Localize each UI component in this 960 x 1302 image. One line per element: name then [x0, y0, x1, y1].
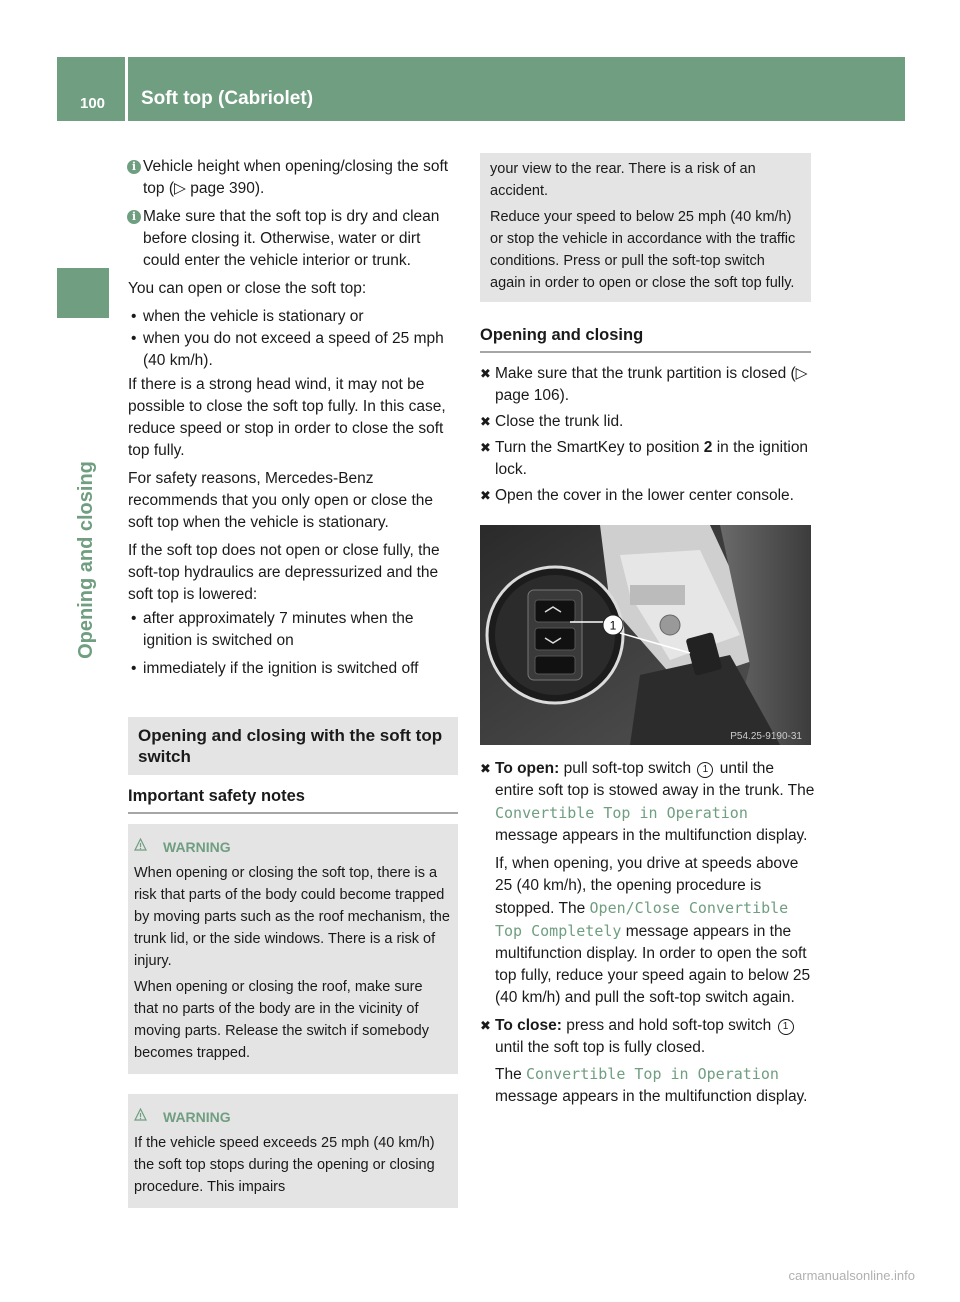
watermark: carmanualsonline.info: [788, 1268, 915, 1283]
warning-text: When opening or closing the roof, make sure that no parts of the body are in the vicinity of moving parts. Release the switch if somebody becomes trapped.: [134, 979, 429, 1061]
callout-marker: 1: [778, 1019, 794, 1035]
instruction-step: ✖ Turn the SmartKey to position 2 in the ignition lock.: [480, 439, 809, 478]
display-message: Open/Close Convertible Top Completely: [495, 899, 789, 940]
body-paragraph: If, when opening, you drive at speeds above 25 (40 km/h), the opening procedure is stopped. The Open/Close Convertible Top Completely message appears in the multifunction display. In order to open the soft top fully, reduce your speed again to below 25 (40 km/h) and pull the soft-top switch again.: [495, 855, 811, 1006]
subheading: Important safety notes: [128, 785, 458, 814]
section-heading: Opening and closing: [480, 324, 811, 353]
instruction-step: ✖ Close the trunk lid.: [480, 411, 811, 433]
display-message: Convertible Top in Operation: [526, 1065, 779, 1083]
warning-title: WARNING: [134, 836, 450, 858]
info-icon: i: [127, 160, 141, 174]
step-arrow-icon: ✖: [480, 366, 491, 381]
warning-icon: [134, 1108, 147, 1121]
side-tab-block: [57, 268, 109, 318]
body-paragraph: You can open or close the soft top:: [128, 280, 367, 297]
warning-text: When opening or closing the soft top, there is a risk that parts of the body could become trapped by moving parts such as the roof mechanism, the trunk lid, or the side windows. There is a risk of injury.: [134, 865, 450, 969]
instruction-step-close: ✖ To close: press and hold soft-top switch 1 until the soft top is fully closed.: [480, 1015, 815, 1059]
instruction-step: ✖ Open the cover in the lower center console.: [480, 485, 811, 507]
page-number: 100: [80, 95, 106, 112]
body-paragraph: If there is a strong head wind, it may not be possible to close the soft top fully. In this case, reduce speed or stop in order to close the soft top fully.: [128, 376, 446, 459]
info-note: i Make sure that the soft top is dry and clean before closing it. Otherwise, water or dirt could enter the vehicle interior or trunk.: [128, 206, 458, 272]
instruction-step: ✖ Make sure that the trunk partition is closed (▷ page 106).: [480, 365, 808, 404]
info-note: i Vehicle height when opening/closing the soft top (▷ page 390).: [128, 156, 458, 200]
bullet-item: • after approximately 7 minutes when the ignition is switched on: [128, 608, 458, 652]
page-ref-icon: ▷: [174, 180, 186, 197]
figure-callout-number: 1: [609, 618, 617, 633]
warning-continuation-box: your view to the rear. There is a risk of an accident. Reduce your speed to below 25 mph (40 km/h) or stop the vehicle in accordance with the traffic conditions. Press or pull the soft-top switch again in order to open or close the soft top fully.: [480, 153, 811, 302]
body-paragraph: For safety reasons, Mercedes-Benz recommends that you only open or close the soft top when the vehicle is stationary.: [128, 470, 434, 531]
step-arrow-icon: ✖: [480, 440, 491, 455]
warning-box: [128, 824, 458, 1074]
bullet-item: • immediately if the ignition is switched off: [128, 658, 458, 680]
bullet-item: • when the vehicle is stationary or: [128, 306, 458, 328]
display-message: Convertible Top in Operation: [495, 804, 748, 822]
callout-marker: 1: [697, 762, 713, 778]
section-heading-box: [128, 717, 458, 775]
right-column: [480, 153, 811, 511]
warning-text: If the vehicle speed exceeds 25 mph (40 km/h) the soft top stops during the opening or closing procedure. This impairs: [134, 1135, 435, 1195]
body-paragraph: If the soft top does not open or close fully, the soft-top hydraulics are depressurized and the soft top is lowered:: [128, 542, 440, 603]
console-illustration: [480, 525, 811, 745]
bullet-item: • when you do not exceed a speed of 25 mph (40 km/h).: [128, 328, 458, 372]
instruction-step-open: ✖ To open: pull soft-top switch 1 until the entire soft top is stowed away in the trunk. The Convertible Top in Operation message appears in the multifunction display.: [480, 760, 815, 844]
console-switch-photo: [480, 525, 811, 745]
side-tab-label: Opening and closing: [75, 461, 97, 659]
left-column: [128, 156, 458, 1208]
info-icon: i: [127, 210, 141, 224]
page-ref-icon: ▷: [795, 365, 808, 382]
header-separator: [125, 57, 128, 121]
warning-box: [128, 1094, 458, 1208]
figure-code: P54.25-9190-31: [730, 731, 802, 742]
warning-title: WARNING: [134, 1106, 450, 1128]
body-paragraph: The Convertible Top in Operation message appears in the multifunction display.: [495, 1065, 808, 1105]
step-arrow-icon: ✖: [480, 488, 491, 503]
section-heading: Opening and closing with the soft top switch: [138, 726, 443, 766]
step-arrow-icon: ✖: [480, 761, 491, 776]
step-arrow-icon: ✖: [480, 1018, 491, 1033]
page-title: Soft top (Cabriolet): [141, 88, 314, 109]
warning-icon: [134, 838, 147, 851]
step-arrow-icon: ✖: [480, 414, 491, 429]
right-column-lower: [480, 758, 815, 1108]
